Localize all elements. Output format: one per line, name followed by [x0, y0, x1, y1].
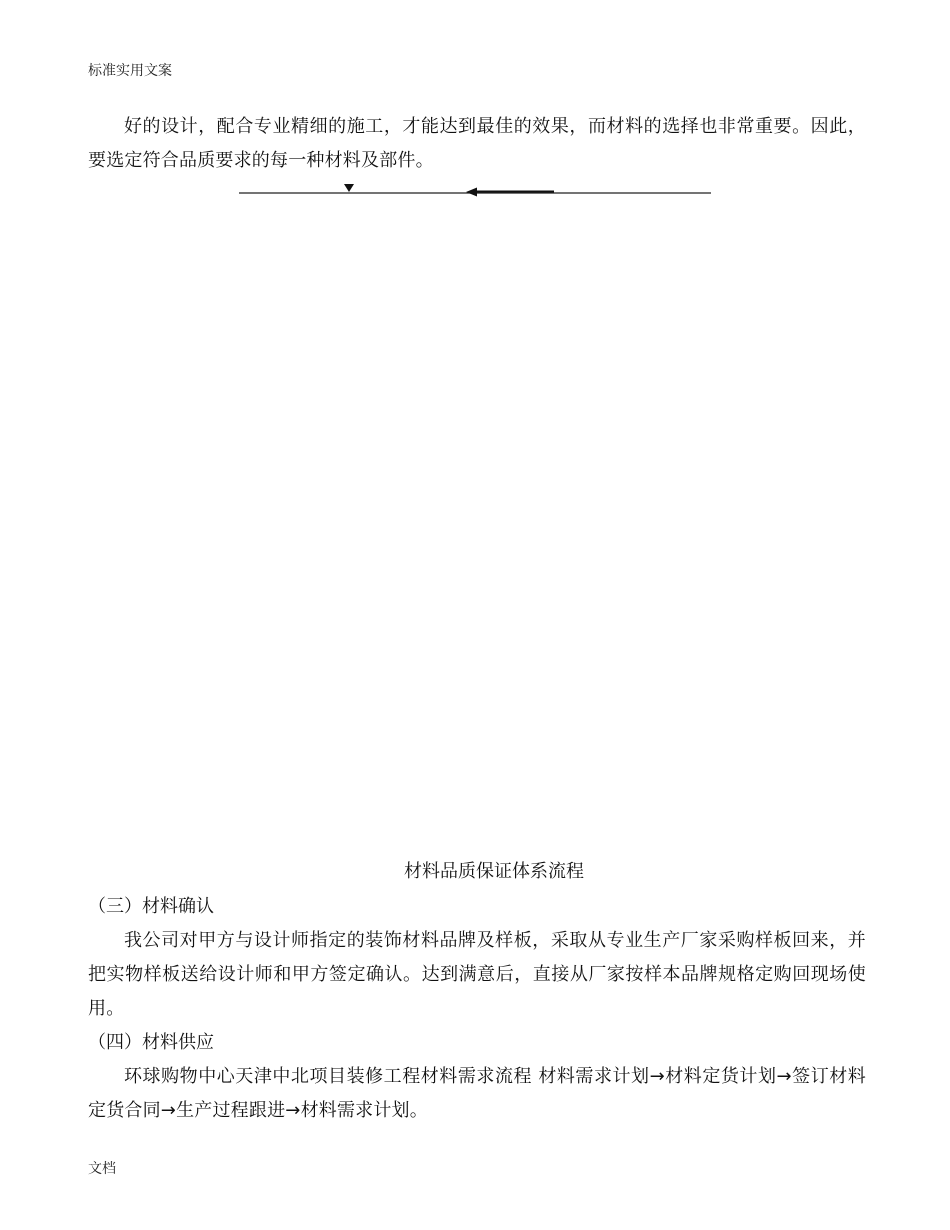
flow-diagram [230, 178, 720, 202]
left-arrow-icon [466, 188, 477, 197]
intro-paragraph: 好的设计，配合专业精细的施工，才能达到最佳的效果，而材料的选择也非常重要。因此，要选定符合品质要求的每一种材料及部件。 [88, 116, 866, 171]
page-footer: 文档 [88, 1161, 116, 1177]
down-arrow-icon [344, 184, 354, 192]
page-header: 标准实用文案 [88, 63, 172, 79]
section-3-heading: （三）材料确认 [88, 896, 214, 917]
diagram-caption: 材料品质保证体系流程 [404, 861, 584, 882]
section-4-heading: （四）材料供应 [88, 1032, 214, 1053]
section-4-paragraph: 环球购物中心天津中北项目装修工程材料需求流程 材料需求计划→材料定货计划→签订材料定货合同→生产过程跟进→材料需求计划。 [88, 1066, 866, 1121]
section-3-paragraph: 我公司对甲方与设计师指定的装饰材料品牌及样板，采取从专业生产厂家采购样板回来，并把实物样板送给设计师和甲方签定确认。达到满意后，直接从厂家按样本品牌规格定购回现场使用。 [88, 930, 866, 1019]
